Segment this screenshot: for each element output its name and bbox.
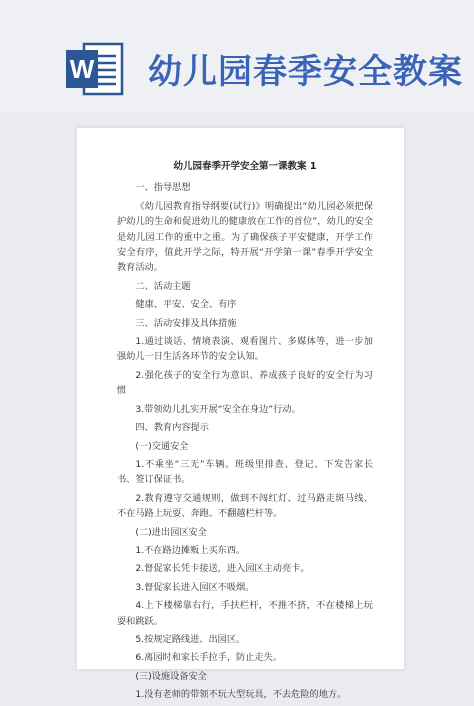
- document-paragraph: 1.不乘坐“三无”车辆。班级里排查、登记、下发告家长书、签订保证书。: [117, 458, 373, 486]
- document-paragraph: 2.教育遵守交通规则，做到不闯红灯、过马路走斑马线、不在马路上玩耍、奔跑、不翻越栏杆等。: [117, 492, 373, 520]
- document-title: 幼儿园春季开学安全第一课教案 1: [173, 161, 317, 172]
- word-icon-letter: W: [69, 54, 95, 84]
- document-paragraph: 二、活动主题: [135, 280, 191, 292]
- document-paragraph: 6.离园时和家长手拉手，防止走失。: [135, 652, 282, 664]
- document-paragraph: (一)交通安全: [135, 440, 189, 452]
- document-paragraph: 一、指导思想: [135, 182, 191, 194]
- document-paragraph: 《幼儿园教育指导纲要(试行)》明确提出“幼儿园必须把保护幼儿的生命和促进幼儿的健康放在工作的首位”，幼儿的安全是幼儿园工作的重中之重。为了确保孩子平安健康，开学工作安全有序，值此开学之际，特开展“开学第一课”春季开学安全教育活动。: [117, 200, 373, 274]
- document-body: [117, 159, 373, 706]
- document-page: [77, 128, 404, 701]
- document-paragraph: 三、活动安排及具体措施: [135, 317, 237, 329]
- document-paragraph: 健康、平安、安全、有序: [135, 299, 237, 311]
- document-paragraph: 1.通过谈话、情境表演、观看图片、多媒体等，进一步加强幼儿一日生活各环节的安全认知。: [117, 336, 373, 363]
- document-paragraph: 5.按规定路线进、出园区。: [135, 633, 246, 645]
- document-paragraph: 四、教育内容提示: [135, 422, 209, 434]
- document-paragraph: 2.督促家长凭卡接送，进入园区主动亮卡。: [135, 563, 310, 575]
- document-paragraph: 1.没有老师的带领不玩大型玩具，不去危险的地方。: [135, 689, 347, 701]
- document-paragraph: (二)进出园区安全: [135, 526, 207, 538]
- document-paragraph: 3.督促家长进入园区不吸烟。: [135, 581, 255, 593]
- header-banner: [0, 0, 474, 112]
- document-paragraph: 2.强化孩子的安全行为意识、养成孩子良好的安全行为习惯: [117, 369, 373, 397]
- document-paragraph: (三)设施设备安全: [135, 670, 207, 682]
- document-paragraph: 1.不在路边摊贩上买东西。: [135, 544, 246, 556]
- document-paragraphs: [117, 180, 373, 702]
- document-paragraph: 4.上下楼梯靠右行，手扶栏杆，不推不挤，不在楼梯上玩耍和跳跃。: [117, 600, 373, 627]
- word-document-icon: [64, 38, 126, 100]
- document-paragraph: 3.带领幼儿扎实开展“安全在身边”行动。: [135, 403, 301, 415]
- page-title: 幼儿园春季安全教案: [148, 52, 463, 92]
